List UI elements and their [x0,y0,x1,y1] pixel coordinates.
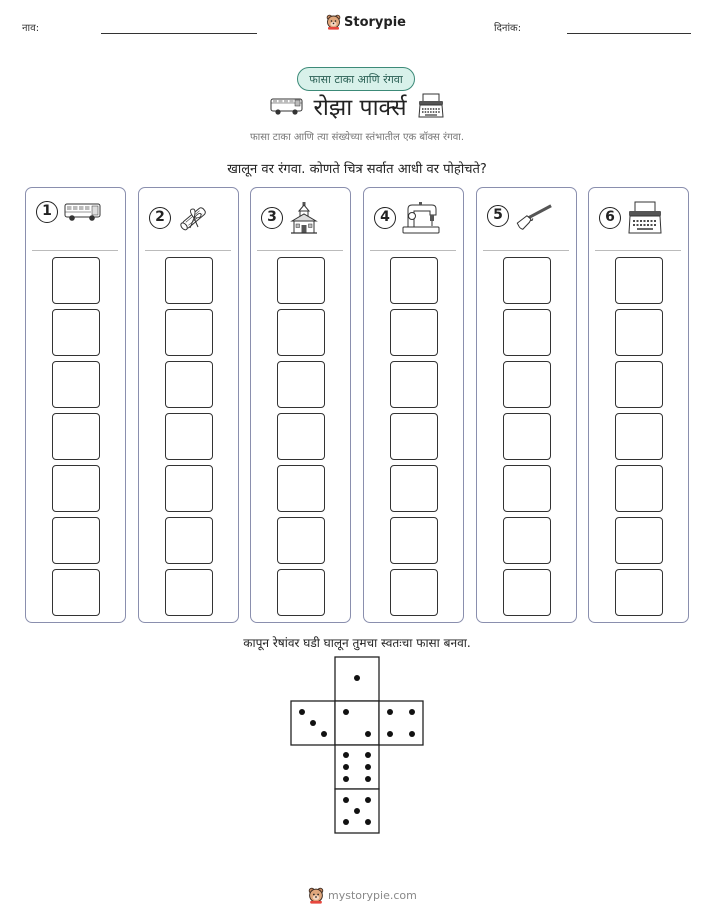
activity-badge: फासा टाका आणि रंगवा [297,67,415,91]
color-box[interactable] [277,361,325,408]
footer-site[interactable]: mystorypie.com [328,889,417,902]
color-box[interactable] [277,413,325,460]
color-box[interactable] [503,569,551,616]
brand-name: Storypie [344,14,406,30]
color-box[interactable] [52,465,100,512]
column-number: 5 [487,205,509,227]
brand-logo [326,14,406,30]
color-box[interactable] [390,257,438,304]
color-box[interactable] [615,413,663,460]
color-box[interactable] [165,465,213,512]
color-box[interactable] [52,309,100,356]
color-box[interactable] [277,517,325,564]
subtitle: फासा टाका आणि त्या संख्येच्या स्तंभातील एक बॉक्स रंगवा. [249,132,465,143]
cut-instruction: कापून रेषांवर घडी घालून तुमचा स्वतःचा फासा बनवा. [243,636,471,650]
color-box[interactable] [165,413,213,460]
date-label: दिनांक: [494,23,522,34]
color-box[interactable] [615,569,663,616]
color-box[interactable] [165,517,213,564]
column-3 [250,187,351,623]
color-box[interactable] [52,257,100,304]
name-line [101,33,257,34]
column-6 [588,187,689,623]
color-box[interactable] [165,309,213,356]
column-2 [138,187,239,623]
color-box[interactable] [615,465,663,512]
die-face-center [335,701,379,745]
column-number: 2 [149,207,171,229]
die-face-right [379,701,423,745]
column-4 [363,187,464,623]
color-box[interactable] [390,361,438,408]
color-box[interactable] [503,309,551,356]
die-face-lower [335,745,379,789]
color-box[interactable] [277,569,325,616]
color-box[interactable] [277,257,325,304]
color-box[interactable] [277,309,325,356]
instruction: खालून वर रंगवा. कोणते चित्र सर्वात आधी वर पोहोचते? [227,162,487,177]
column-1 [25,187,126,623]
column-header [599,201,663,235]
color-box[interactable] [52,517,100,564]
color-box[interactable] [52,413,100,460]
color-box[interactable] [165,257,213,304]
die-net [290,656,426,836]
name-label: नाव: [22,23,40,34]
page-title: रोझा पार्क्स [313,95,407,121]
column-number: 6 [599,207,621,229]
column-5 [476,187,577,623]
color-box[interactable] [615,517,663,564]
color-box[interactable] [503,517,551,564]
color-box[interactable] [615,257,663,304]
color-box[interactable] [503,413,551,460]
bus-icon [270,96,304,116]
sewing-machine-icon [402,201,440,235]
color-box[interactable] [390,413,438,460]
typewriter-icon [417,93,445,119]
typewriter-icon [627,201,663,235]
rifle-icon [515,201,555,231]
color-box[interactable] [390,465,438,512]
bus-icon [64,201,102,223]
color-box[interactable] [390,517,438,564]
color-box[interactable] [52,361,100,408]
color-box[interactable] [52,569,100,616]
color-box[interactable] [503,361,551,408]
column-number: 1 [36,201,58,223]
column-header [261,201,319,235]
color-box[interactable] [615,309,663,356]
footer [308,887,417,904]
title-row [0,90,714,122]
storypie-bear-icon [308,887,324,904]
storypie-bear-icon [326,14,341,30]
schoolhouse-icon [289,201,319,235]
column-header [36,201,102,223]
column-number: 3 [261,207,283,229]
color-box[interactable] [165,361,213,408]
color-box[interactable] [390,569,438,616]
color-box[interactable] [277,465,325,512]
diploma-scroll-icon [177,201,211,235]
color-box[interactable] [503,465,551,512]
column-number: 4 [374,207,396,229]
column-header [374,201,440,235]
color-box[interactable] [165,569,213,616]
color-box[interactable] [390,309,438,356]
column-header [149,201,211,235]
date-line [567,33,691,34]
color-box[interactable] [503,257,551,304]
column-header [487,201,555,231]
color-box[interactable] [615,361,663,408]
